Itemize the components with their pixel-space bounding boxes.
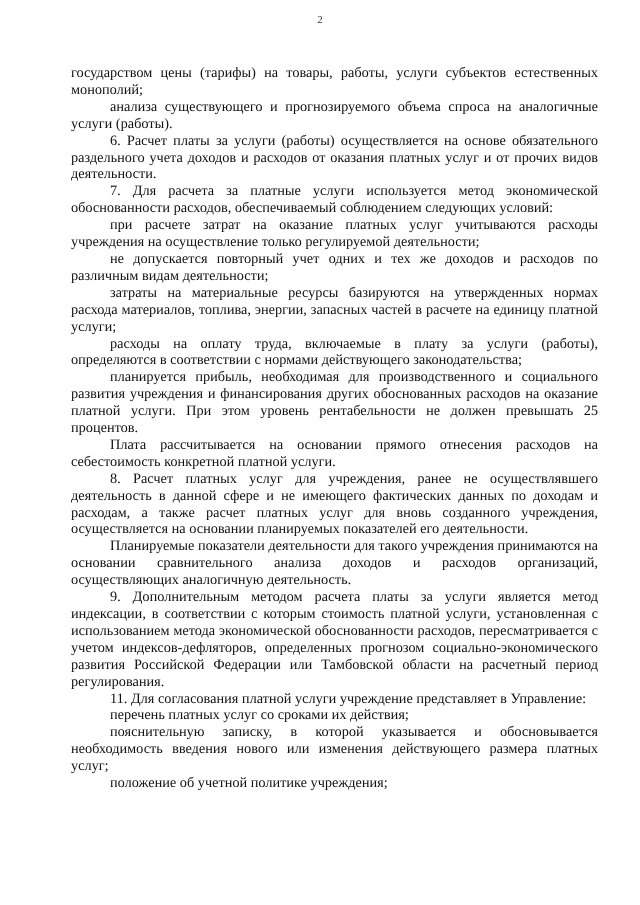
paragraph: затраты на материальные ресурсы базируются на утвержденных нормах расхода материалов, топлива, энергии, запасных частей в расчете на единицу платной услуги; (71, 284, 598, 335)
paragraph: пояснительную записку, в которой указывается и обосновывается необходимость введения нового или изменения действующего размера платных услуг; (71, 724, 598, 775)
paragraph: при расчете затрат на оказание платных услуг учитываются расходы учреждения на осуществление только регулируемой деятельности; (71, 217, 598, 251)
document-body (71, 65, 598, 792)
paragraph: 8. Расчет платных услуг для учреждения, ранее не осуществлявшего деятельность в данной сфере и не имеющего фактических данных по доходам и расходам, а также расчет платных услуг для вновь созданного учреждения, осуществляется на основании планируемых показателей его деятельности. (71, 470, 598, 538)
paragraph: не допускается повторный учет одних и тех же доходов и расходов по различным видам деятельности; (71, 250, 598, 284)
paragraph: расходы на оплату труда, включаемые в плату за услуги (работы), определяются в соответствии с нормами действующего законодательства; (71, 335, 598, 369)
paragraph: перечень платных услуг со сроками их действия; (110, 707, 409, 724)
paragraph: 7. Для расчета за платные услуги используется метод экономической обоснованности расходов, обеспечиваемый соблюдением следующих условий: (71, 183, 598, 217)
paragraph: положение об учетной политике учреждения; (110, 775, 388, 792)
paragraph: Плата рассчитывается на основании прямого отнесения расходов на себестоимость конкретной платной услуги. (71, 436, 598, 470)
page-number: 2 (317, 14, 323, 26)
paragraph: 9. Дополнительным методом расчета платы за услуги является метод индексации, в соответствии с которым стоимость платной услуги, установленная с использованием метода экономической обоснованности расходов, пересматривается с учетом индексов-дефляторов, определенных прогнозом социально-экономического развития Российской Федерации или Тамбовской области на расчетный период регулирования. (71, 589, 598, 690)
paragraph: 11. Для согласования платной услуги учреждение представляет в Управление: (110, 690, 587, 707)
paragraph: Планируемые показатели деятельности для такого учреждения принимаются на основании сравнительного анализа доходов и расходов организаций, осуществляющих аналогичную деятельность. (71, 538, 598, 589)
paragraph: анализа существующего и прогнозируемого объема спроса на аналогичные услуги (работы). (71, 98, 598, 132)
paragraph: государством цены (тарифы) на товары, работы, услуги субъектов естественных монополий; (71, 65, 598, 98)
paragraph: планируется прибыль, необходимая для производственного и социального развития учреждения и финансирования других обоснованных расходов на оказание платной услуги. При этом уровень рентабельности не должен превышать 25 процентов. (71, 369, 598, 437)
paragraph: 6. Расчет платы за услуги (работы) осуществляется на основе обязательного раздельного учета доходов и расходов от оказания платных услуг и от прочих видов деятельности. (71, 132, 598, 183)
